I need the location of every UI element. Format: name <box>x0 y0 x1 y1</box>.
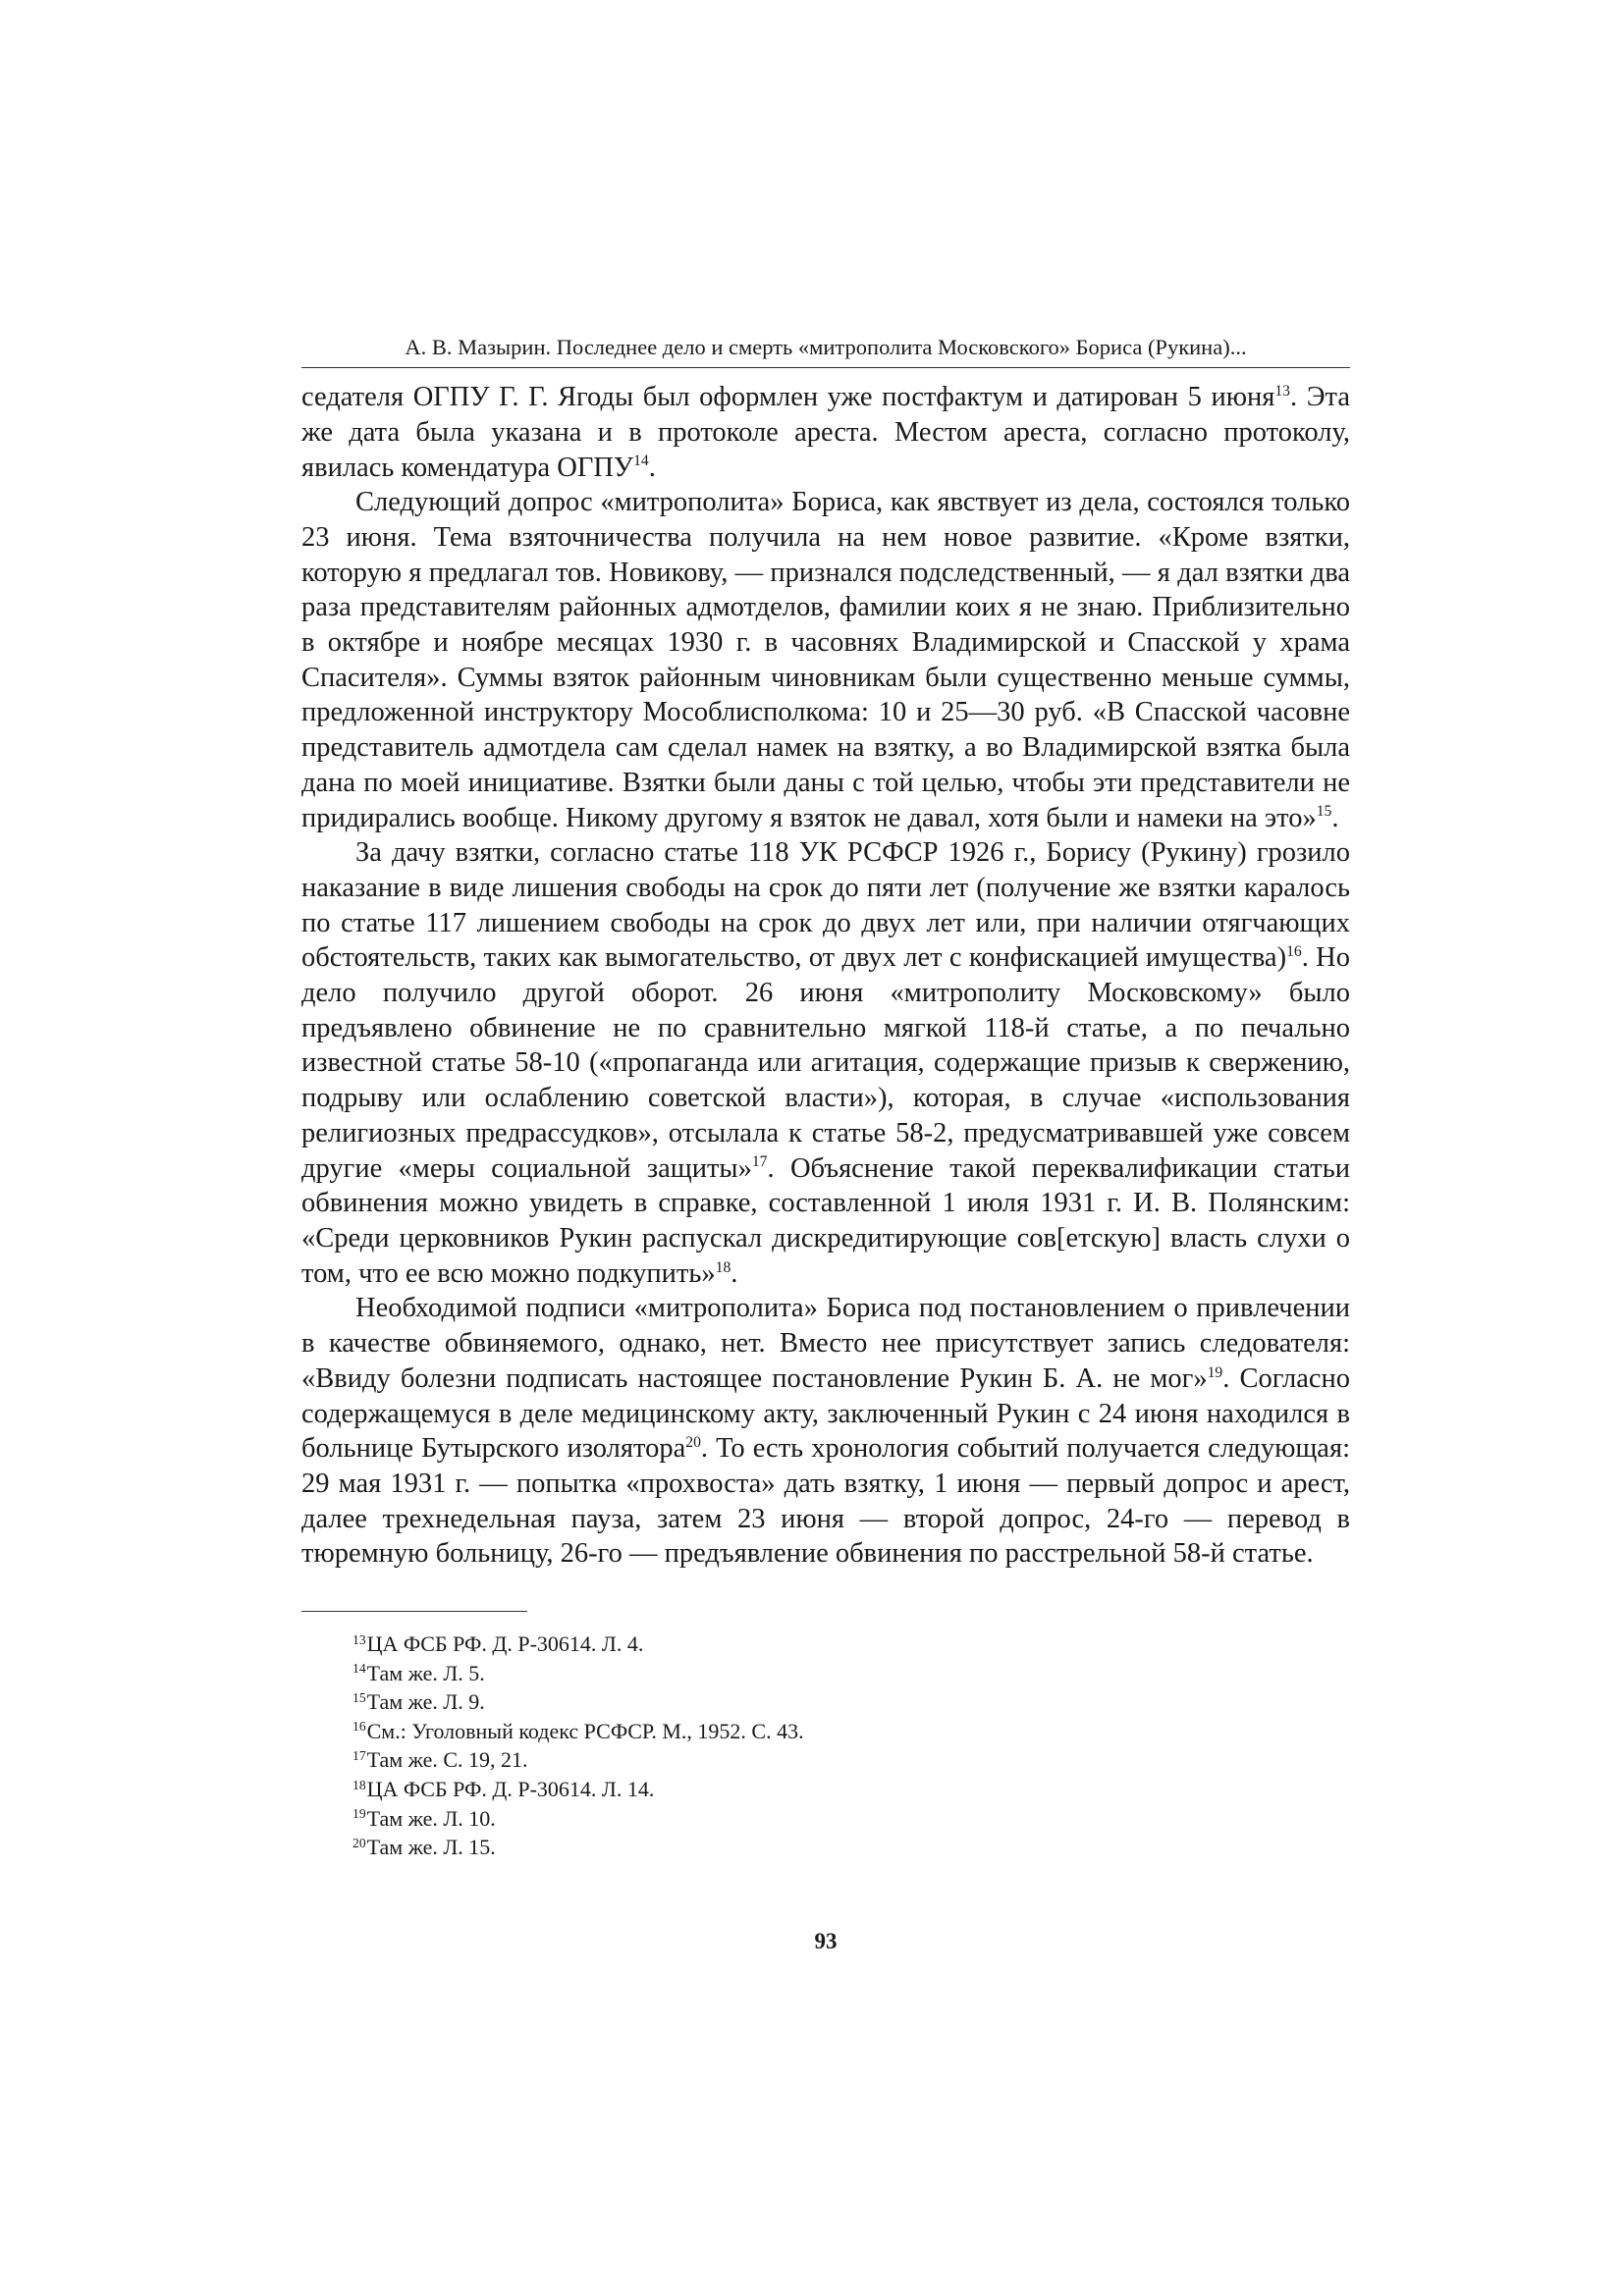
footnote-item <box>352 1687 1350 1717</box>
footnote-separator <box>301 1611 527 1612</box>
footnote-text: Там же. Л. 5. <box>366 1660 485 1685</box>
paragraph-text: Следующий допрос «митрополита» Бориса, как явствует из дела, состоялся только 23 июня. Тема взяточничества получила на нем новое развитие. «Кроме взятки, которую я предлагал тов. Новикову, — признался подследственный, — я дал взятки два раза представителям районных адмотделов, фамилии коих я не знаю. Приблизительно в октябре и ноябре месяцах 1930 г. в часовнях Владимирской и Спасской у храма Спасителя». Суммы взяток районным чиновникам были существенно меньше суммы, предложенной инструктору Мособлисполкома: 10 и 25—30 руб. «В Спасской часовне представитель адмотдела сам сделал намек на взятку, а во Владимирской взятка была дана по моей инициативе. Взятки были даны с той целью, чтобы эти представители не придирались вообще. Никому другому я взяток не давал, хотя были и намеки на это» <box>301 487 1350 833</box>
footnote-reference[interactable]: 16 <box>1286 943 1302 961</box>
paragraph-text: седателя ОГПУ Г. Г. Ягоды был оформлен уже постфактум и датирован 5 июня <box>301 382 1275 413</box>
footnote-text: ЦА ФСБ РФ. Д. Р-30614. Л. 14. <box>366 1777 655 1801</box>
book-page <box>301 334 1351 1953</box>
paragraph-text: . Объяснение такой переквалификации статьи обвинения можно увидеть в справке, составленной 1 июля 1931 г. И. В. Полянским: «Среди церковников Рукин распускал дискредитирующие сов[етскую] власть слухи о том, что ее всю можно подкупить» <box>301 1152 1350 1289</box>
paragraph-text: . <box>731 1257 738 1289</box>
footnote-item <box>352 1745 1350 1775</box>
paragraph-text: . <box>648 452 656 483</box>
footnote-number: 17 <box>352 1747 366 1763</box>
footnote-text: Там же. С. 19, 21. <box>366 1747 528 1773</box>
footnote-reference[interactable]: 20 <box>685 1434 701 1452</box>
paragraph-text: . То есть хронология событий получается следующая: 29 мая 1931 г. — попытка «прохвоста» дать взятку, 1 июня — первый допрос и арест, далее трехнедельная пауза, затем 23 июня — второй допрос, 24-го — перевод в тюремную больницу, 26-го — предъявление обвинения по расстрельной 58-й статье. <box>301 1433 1350 1570</box>
footnote-text: Там же. Л. 9. <box>366 1689 485 1715</box>
paragraph <box>301 380 1350 485</box>
paragraph-text: . <box>1331 802 1339 833</box>
paragraph-text: Необходимой подписи «митрополита» Бориса под постановлением о привлечении в качестве обвиняемого, однако, нет. Вместо нее присутствует запись следователя: «Ввиду болезни подписать настоящее постановление Рукин Б. А. не мог» <box>301 1293 1350 1394</box>
footnote-text: Там же. Л. 10. <box>366 1805 496 1831</box>
paragraph <box>301 835 1350 1291</box>
footnote-reference[interactable]: 13 <box>1274 382 1290 400</box>
paragraph-text: . Согласно содержащемуся в деле медицинскому акту, заключенный Рукин с 24 июня находился в больнице Бутырского изолятора <box>301 1362 1351 1465</box>
footnote-number: 18 <box>352 1777 366 1792</box>
footnote-text: См.: Уголовный кодекс РСФСР. М., 1952. С. 43. <box>366 1718 804 1743</box>
footnote-text: ЦА ФСБ РФ. Д. Р-30614. Л. 4. <box>366 1631 644 1657</box>
footnote-reference[interactable]: 14 <box>633 453 649 470</box>
footnote-number: 14 <box>352 1661 366 1677</box>
paragraph-text: За дачу взятки, согласно статье 118 УК РСФСР 1926 г., Борису (Рукину) грозило наказание в виде лишения свободы на срок до пяти лет (получение же взятки каралось по статье 117 лишением свободы на срок до двух лет или, при наличии отягчающих обстоятельств, таких как вымогательство, от двух лет с конфискацией имущества) <box>301 837 1350 974</box>
footnote-reference[interactable]: 19 <box>1207 1363 1223 1381</box>
paragraph <box>301 485 1350 835</box>
footnote-reference[interactable]: 18 <box>715 1258 731 1276</box>
paragraph-text: . Эта же дата была указана и в протоколе ареста. Местом ареста, согласно протоколу, явилась комендатура ОГПУ <box>301 382 1350 483</box>
running-header: А. В. Мазырин. Последнее дело и смерть «митрополита Московского» Бориса (Рукина)... <box>301 334 1350 368</box>
footnote-number: 13 <box>352 1631 366 1647</box>
footnote-text: Там же. Л. 15. <box>366 1835 496 1860</box>
footnote-number: 19 <box>352 1806 366 1822</box>
paragraph-text: . Но дело получило другой оборот. 26 июня «митрополиту Московскому» было предъявлено обвинение не по сравнительно мягкой 118-й статье, а по печально известной статье 58-10 («пропаганда или агитация, содержащие призыв к свержению, подрыву или ослаблению советской власти»), которая, в случае «использования религиозных предрассудков», отсылала к статье 58-2, предусматривавшей уже совсем другие «меры социальной защиты» <box>301 942 1350 1184</box>
footnote-item <box>352 1717 1350 1746</box>
footnote-item <box>352 1833 1350 1862</box>
footnotes-section <box>301 1629 1350 1862</box>
main-text <box>301 380 1350 1572</box>
footnote-item <box>352 1775 1350 1804</box>
footnote-reference[interactable]: 15 <box>1316 803 1332 821</box>
footnote-item <box>352 1659 1350 1688</box>
footnote-number: 16 <box>352 1719 366 1735</box>
footnote-number: 15 <box>352 1689 366 1705</box>
footnote-item <box>352 1804 1350 1834</box>
paragraph <box>301 1291 1350 1572</box>
page-number: 93 <box>814 1929 838 1953</box>
footnote-reference[interactable]: 17 <box>751 1153 768 1171</box>
footnote-number: 20 <box>352 1835 366 1850</box>
footnote-item <box>352 1629 1350 1659</box>
